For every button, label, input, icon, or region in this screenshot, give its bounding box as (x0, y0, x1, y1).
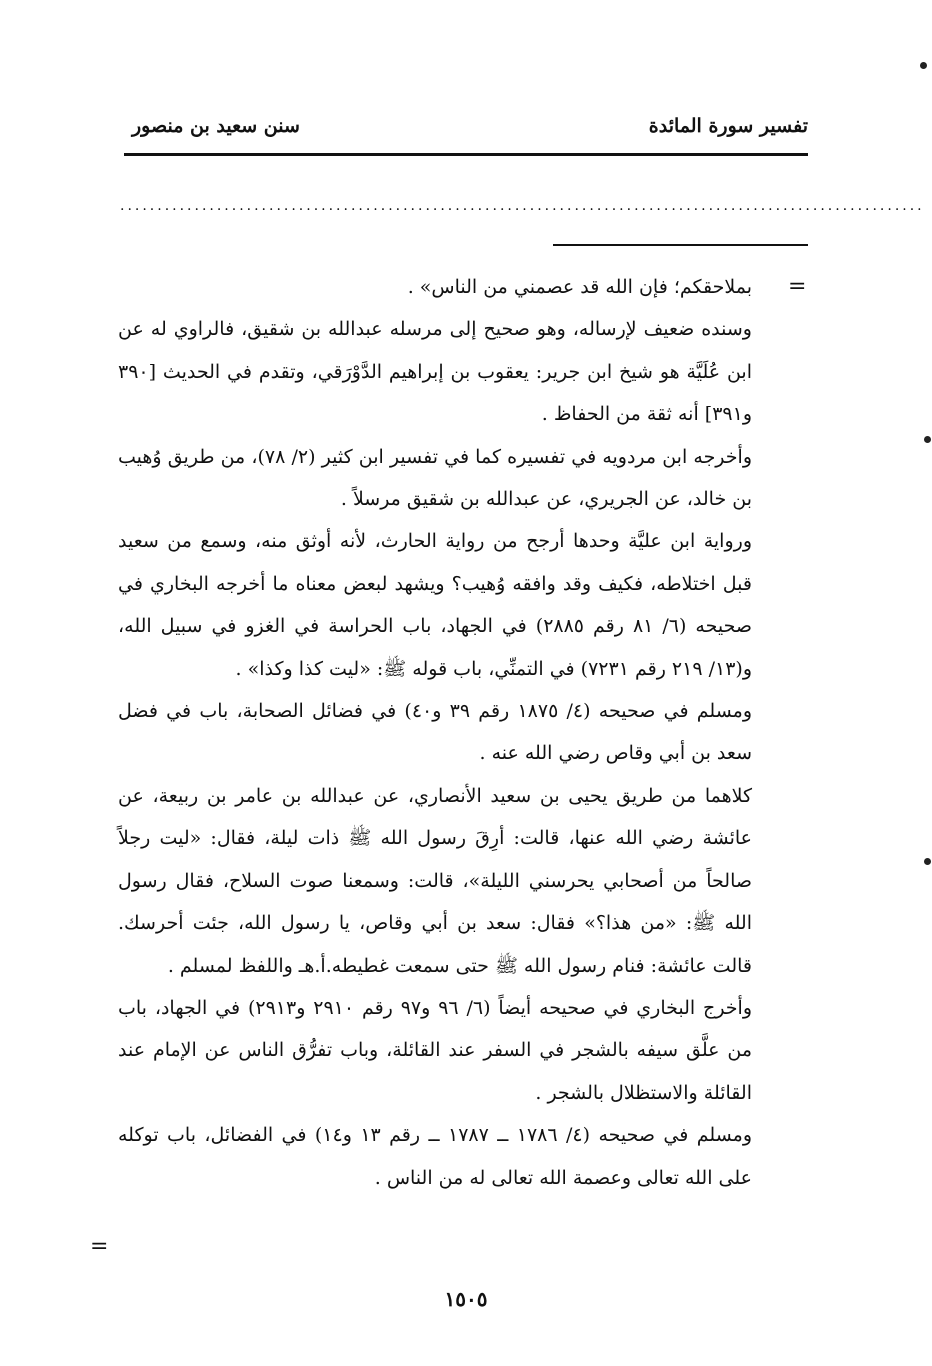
paragraph: كلاهما من طريق يحيى بن سعيد الأنصاري، عن عبدالله بن عامر بن ربيعة، عن عائشة رضي الله عنها، قالت: أرِقَ رسول الله ﷺ ذات ليلة، فقال: «ليت رجلاً صالحاً من أصحابي يحرسني الليلة»، قالت: وسمعنا صوت السلاح، فقال رسول الله ﷺ: «من هذا؟» فقال: سعد بن أبي وقاص، يا رسول الله، جئت أحرسك. قالت عائشة: فنام رسول الله ﷺ حتى سمعت غطيطه.أ.هـ واللفظ لمسلم . (118, 784, 752, 977)
paragraph: وأخرج البخاري في صحيحه أيضاً (٦/ ٩٦ و٩٧ رقم ٢٩١٠ و٢٩١٣) في الجهاد، باب من علَّق سيفه بالشجر في السفر عند القائلة، وباب تفرُّق الناس عن الإمام عند القائلة والاستظلال بالشجر . (118, 996, 753, 1104)
scan-speck (920, 62, 927, 69)
paragraph: ومسلم في صحيحه (٤/ ١٨٧٥ رقم ٣٩ و٤٠) في فضائل الصحابة، باب في فضل سعد بن أبي وقاص رضي الله عنه . (118, 700, 752, 765)
paragraph: وسنده ضعيف لإرساله، وهو صحيح إلى مرسله عبدالله بن شقيق، فالراوي له عن ابن عُلَيَّة هو شيخ ابن جرير: يعقوب بن إبراهيم الدَّوْرَقي، وتقدم في الحديث [٣٩٠ و٣٩١] أنه ثقة من الحفاظ . (118, 318, 752, 426)
header-book-title: سنن سعيد بن منصور (132, 115, 300, 137)
paragraph: ورواية ابن عليَّة وحدها أرجح من رواية الحارث، لأنه أوثق منه، وسمع من سعيد قبل اختلاطه، فكيف وقد وافقه وُهيب؟ ويشهد لبعض معناه ما أخرجه البخاري في صحيحه (٦/ ٨١ رقم ٢٨٨٥) في الجهاد، باب الحراسة في الغزو في سبيل الله، و(١٣/ ٢١٩ رقم ٧٢٣١) في التمنِّي، باب قوله ﷺ: «ليت كذا وكذا» . (118, 530, 752, 680)
continuation-mark-top: = (788, 274, 807, 299)
scan-speck (924, 436, 931, 443)
ellipsis-separator: ............................................................................................................ (120, 198, 925, 214)
continuation-mark-bottom: = (90, 1234, 109, 1259)
footnote-text (118, 266, 752, 1199)
header-chapter-title: تفسير سورة المائدة (648, 115, 808, 137)
page-number: ١٥٠٥ (444, 1287, 488, 1311)
footnote-rule (553, 244, 808, 246)
paragraph: بملاحقكم؛ فإن الله قد عصمني من الناس» . (407, 276, 752, 298)
paragraph: وأخرجه ابن مردويه في تفسيره كما في تفسير ابن كثير (٢/ ٧٨)، من طريق وُهيب بن خالد، عن الجريري، عن عبدالله بن شقيق مرسلاً . (118, 445, 752, 511)
scan-speck (924, 858, 931, 865)
header-rule (124, 153, 808, 156)
running-header (132, 108, 808, 144)
paragraph: ومسلم في صحيحه (٤/ ١٧٨٦ ــ ١٧٨٧ ــ رقم ١٣ و١٤) في الفضائل، باب توكله على الله تعالى وعصمة الله تعالى له من الناس . (118, 1124, 752, 1189)
